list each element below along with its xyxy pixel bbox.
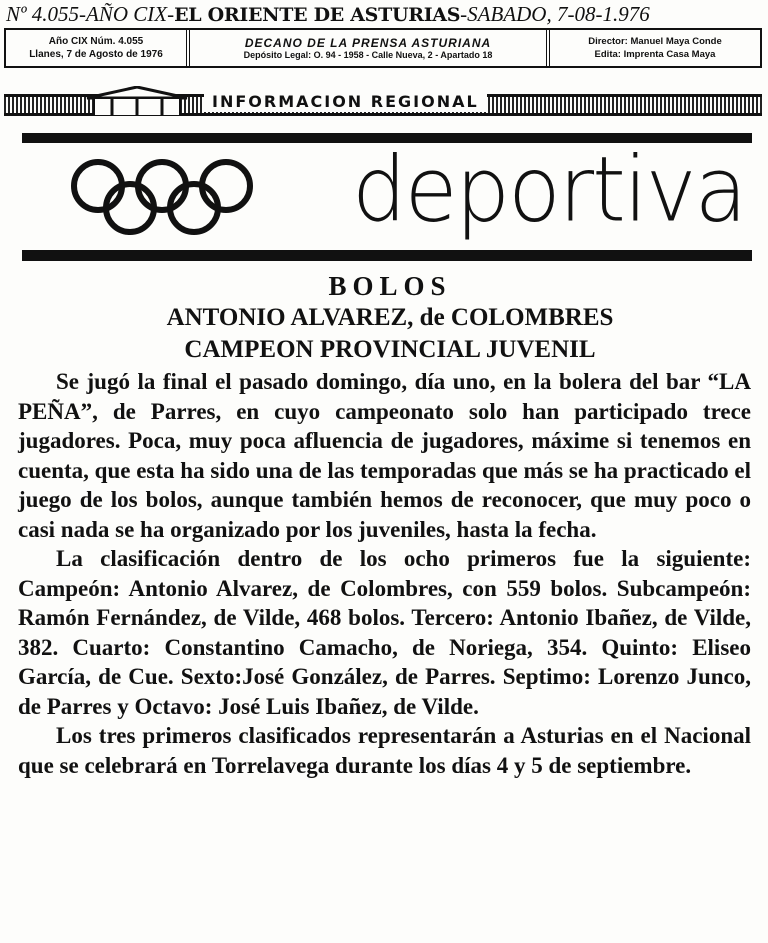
article-headings xyxy=(20,270,760,366)
article-kicker: BOLOS xyxy=(328,271,452,301)
section-title: deportiva xyxy=(352,137,746,243)
masthead-center xyxy=(186,30,550,66)
section-band xyxy=(4,86,762,116)
article-headline-2: CAMPEON PROVINCIAL JUVENIL xyxy=(184,336,596,363)
section-rule-bottom xyxy=(22,250,752,261)
article-body xyxy=(18,367,751,780)
masthead-motto: DECANO DE LA PRENSA ASTURIANA xyxy=(244,36,492,50)
issue-number: Nº 4.055-AÑO CIX- xyxy=(6,2,175,26)
masthead-legal: Depósito Legal: O. 94 - 1958 - Calle Nueva, 2 - Apartado 18 xyxy=(243,50,493,60)
article-paragraph-3: Los tres primeros clasificados representarán a Asturias en el Nacional que se celebrará en Torrelavega durante los días 4 y 5 de septiembre. xyxy=(18,723,751,778)
issue-header xyxy=(6,2,762,26)
newspaper-name: EL ORIENTE DE ASTURIAS xyxy=(174,4,461,26)
masthead-place-date: Llanes, 7 de Agosto de 1976 xyxy=(29,49,163,60)
masthead xyxy=(4,28,762,68)
article-paragraph-2: La clasificación dentro de los ocho primeros fue la siguiente: Campeón: Antonio Alvarez, de Colombres, con 559 bolos. Subcampeón: Ramón Fernández, de Vilde, 468 bolos. Tercero: Antonio Ibañez, de Vilde, 382. Cuarto: Constantino Camacho, de Noriega, 354. Quinto: Eliseo García, de Cue. Sexto:José González, de Parres. Septimo: Lorenzo Junco, de Parres y Octavo: José Luis Ibañez, de Vilde. xyxy=(18,546,751,719)
masthead-publisher: Edita: Imprenta Casa Maya xyxy=(594,49,716,60)
olympic-rings-icon xyxy=(68,158,258,238)
masthead-left xyxy=(6,30,186,66)
masthead-right xyxy=(550,30,760,66)
article-headline-1: ANTONIO ALVAREZ, de COLOMBRES xyxy=(166,304,614,331)
issue-date: -SABADO, 7-08-1.976 xyxy=(460,2,650,26)
building-icon xyxy=(82,86,192,116)
masthead-director: Director: Manuel Maya Conde xyxy=(588,36,722,47)
masthead-issue: Año CIX Núm. 4.055 xyxy=(48,36,144,47)
section-band-label: INFORMACION REGIONAL xyxy=(204,92,487,112)
article-paragraph-1: Se jugó la final el pasado domingo, día uno, en la bolera del bar “LA PEÑA”, de Parres, en cuyo campeonato solo han participado trece jugadores. Poca, muy poca afluencia de jugadores, máxime si tenemos en cuenta, que esta ha sido una de las temporadas que más se ha practicado el juego de los bolos, aunque también hemos de reconocer, que muy poco o casi nada se ha organizado por los juveniles, hasta la fecha. xyxy=(18,369,751,542)
